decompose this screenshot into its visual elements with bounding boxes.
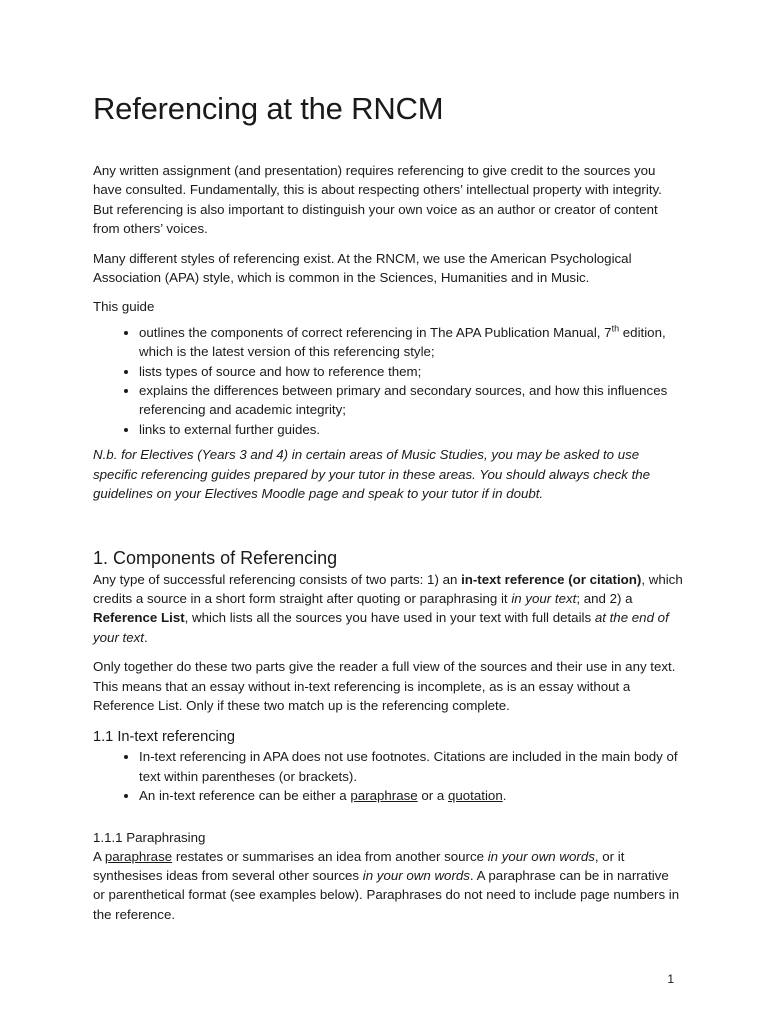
section-heading-components: 1. Components of Referencing (93, 547, 338, 568)
intro-paragraph-1: Any written assignment (and presentation) requires referencing to give credit to the sources you have consulted. Fundamentally, this is about respecting others’ intellectual property with integrity. But referencing is also important to distinguish your own voice as an author or creator of content from others’ voices. (93, 163, 662, 237)
paraphrasing-paragraph: A paraphrase restates or summarises an idea from another source in your own words, or it synthesises ideas from several other sources in your own words. A paraphrase can be in narrative or parenthetical format (see examples below). Paraphrases do not need to include page numbers in the reference. (93, 848, 680, 922)
list-item: • In-text referencing in APA does not use footnotes. Citations are included in the main body of text within parentheses (or brackets). (139, 747, 683, 786)
page-number: 1 (667, 972, 674, 986)
list-item: • explains the differences between primary and secondary sources, and how this influences referencing and academic integrity; (139, 381, 683, 420)
page-title: Referencing at the RNCM (93, 91, 444, 126)
electives-note: N.b. for Electives (Years 3 and 4) in certain areas of Music Studies, you may be asked to use specific referencing guides prepared by your tutor in these areas. You should always check the guidelines on your Electives Moodle page and speak to your tutor if in doubt. (93, 447, 651, 502)
subsection-heading-paraphrasing: 1.1.1 Paraphrasing (93, 829, 206, 845)
list-item: • lists types of source and how to reference them; (139, 362, 683, 381)
list-item: • links to external further guides. (139, 420, 683, 439)
list-item: • An in-text reference can be either a paraphrase or a quotation. (139, 786, 683, 805)
subsection-heading-in-text: 1.1 In-text referencing (93, 729, 235, 746)
in-text-bullet-list (93, 747, 683, 805)
intro-paragraph-3: This guide (93, 299, 155, 315)
page-content (93, 88, 683, 934)
intro-paragraph-2: Many different styles of referencing exist. At the RNCM, we use the American Psychological Association (APA) style, which is common in the Sciences, Humanities and in Music. (93, 250, 632, 286)
components-paragraph-1: Any type of successful referencing consists of two parts: 1) an in-text reference (or citation), which credits a source in a short form straight after quoting or paraphrasing it in your text; and 2) a Reference List, which lists all the sources you have used in your text with full details at the end of your text. (93, 571, 683, 645)
guide-bullet-list (93, 323, 683, 439)
list-item: • outlines the components of correct referencing in The APA Publication Manual, 7th edition, which is the latest version of this referencing style; (139, 323, 683, 362)
components-paragraph-2: Only together do these two parts give the reader a full view of the sources and their use in any text. This means that an essay without in-text referencing is incomplete, as is an essay without a Reference List. Only if these two match up is the referencing complete. (93, 659, 676, 713)
